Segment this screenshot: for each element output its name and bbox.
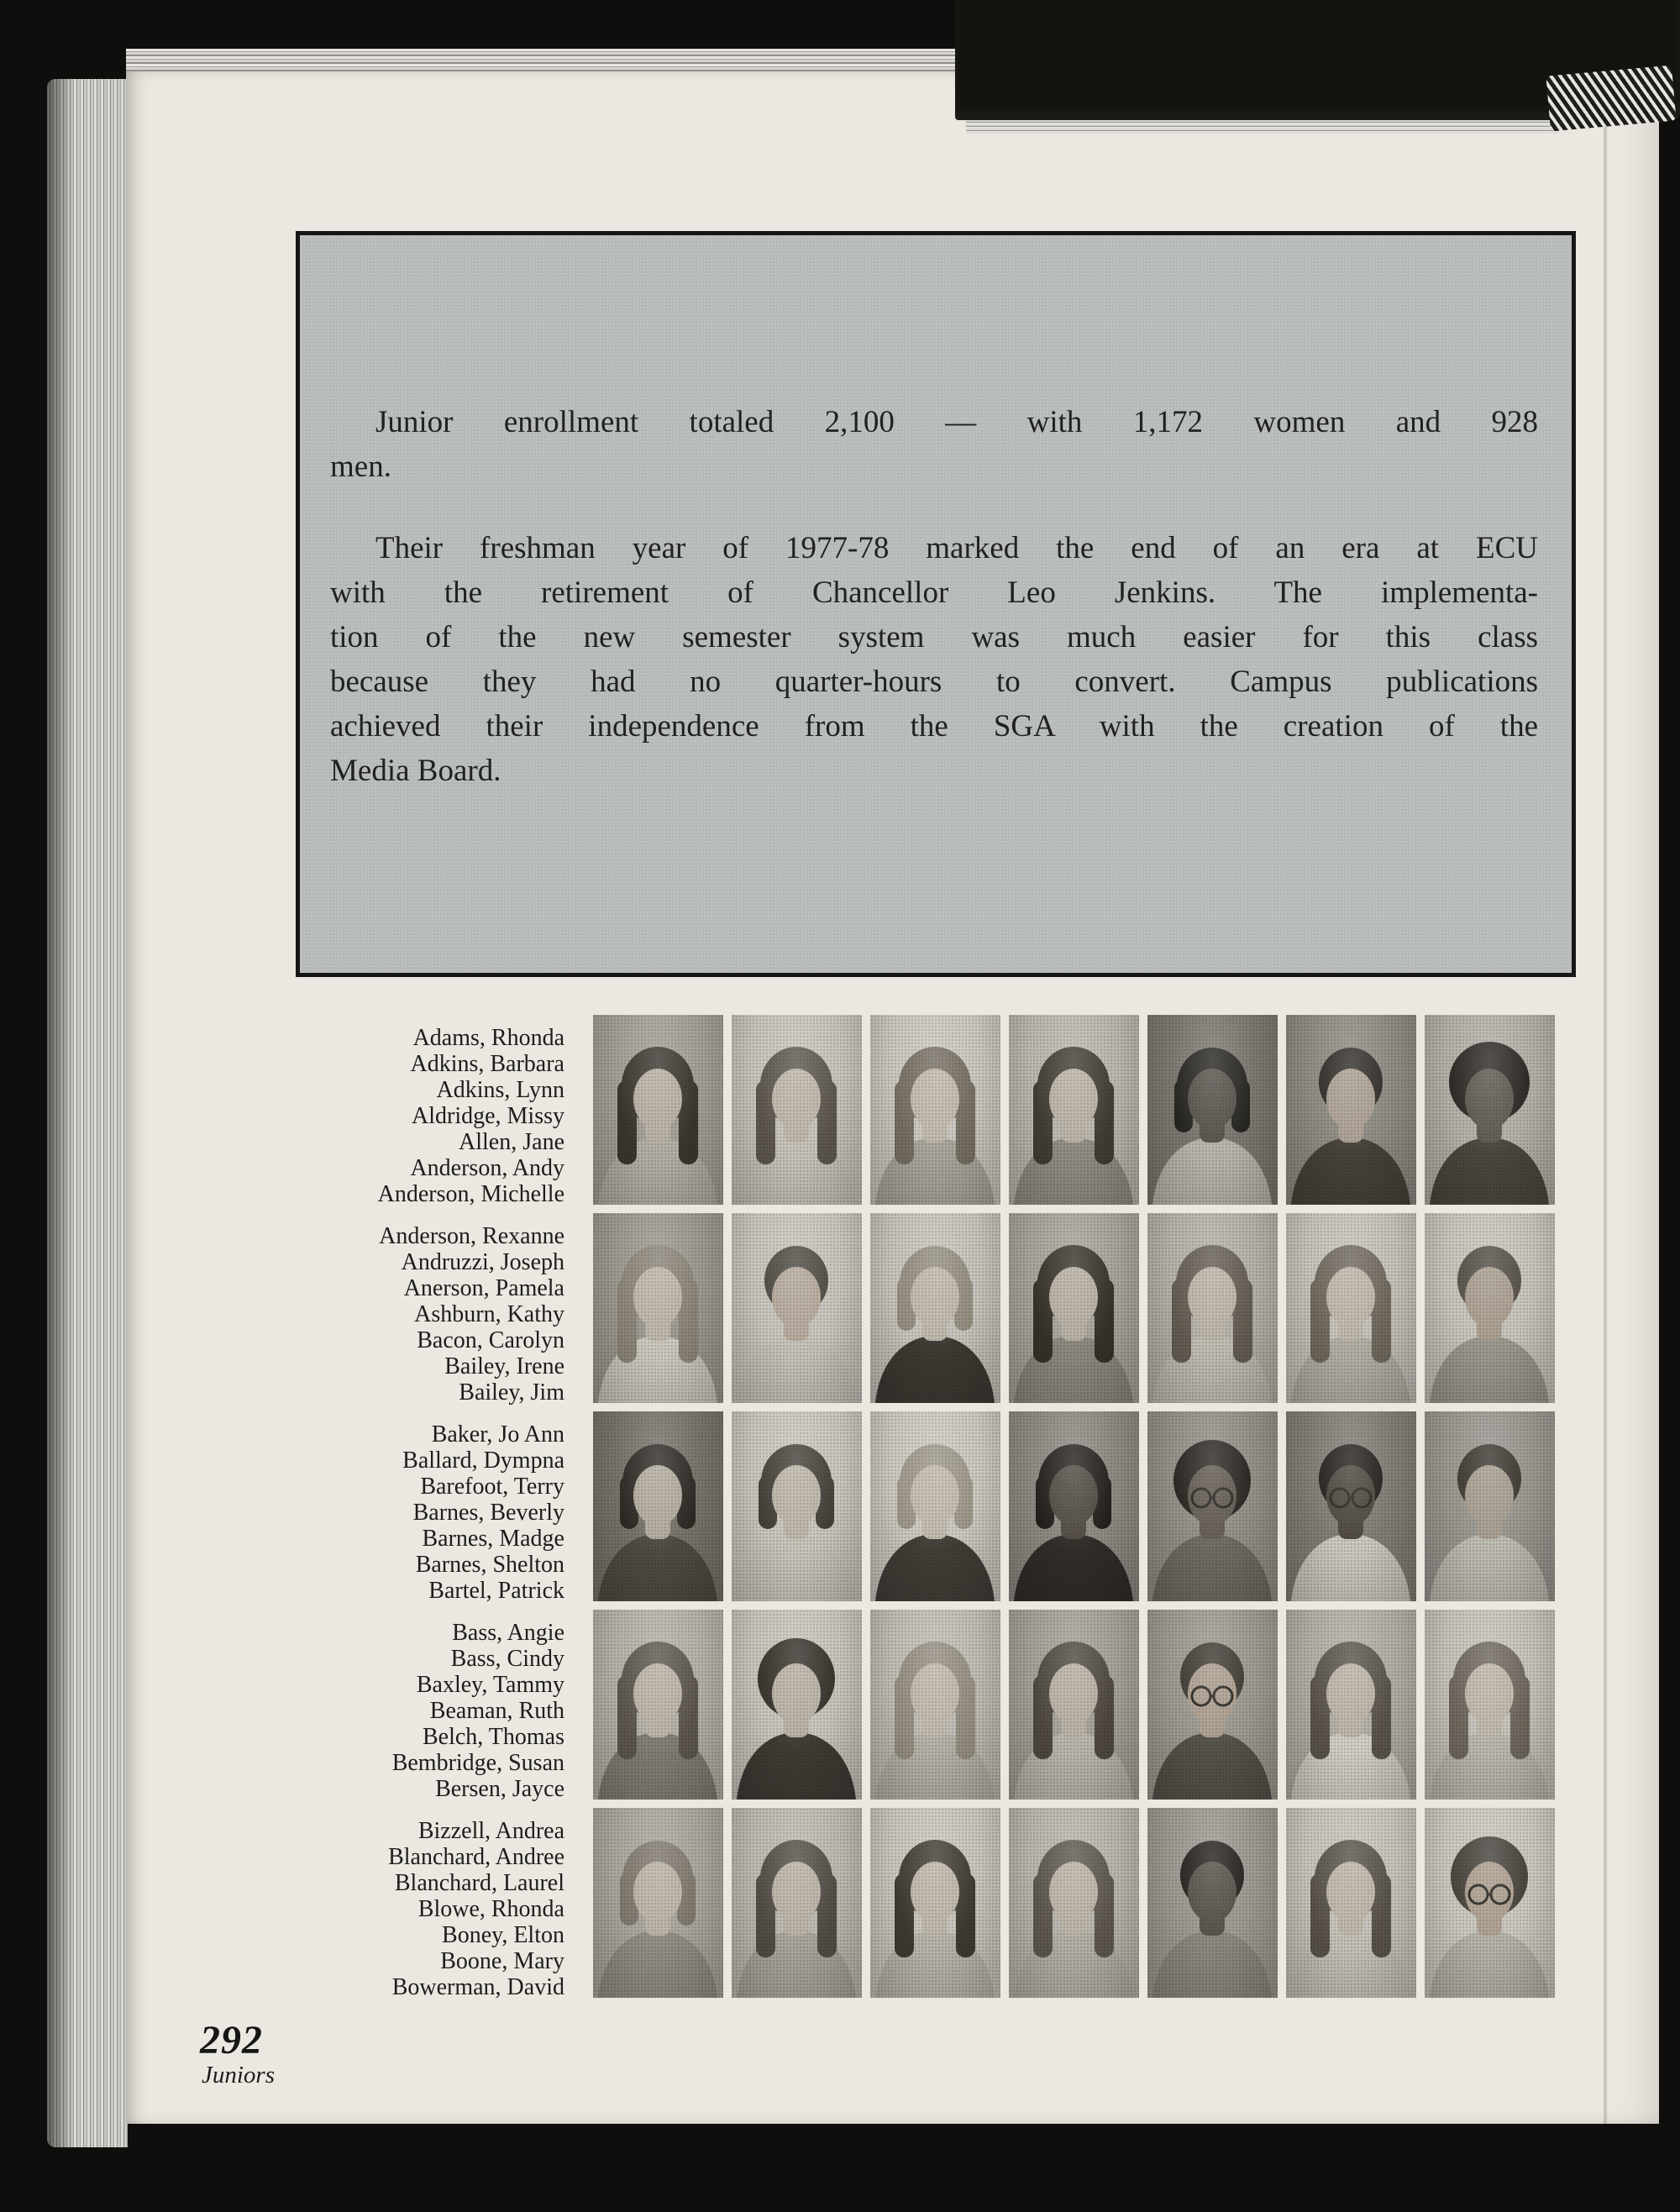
portrait-photo <box>1425 1015 1555 1205</box>
roster-name: Belch, Thomas <box>422 1724 564 1750</box>
note-line: Their freshman year of 1977-78 marked the end of an era at ECU <box>375 531 1538 565</box>
roster-name: Blanchard, Andree <box>388 1844 564 1870</box>
portrait-photo <box>593 1015 723 1205</box>
portrait-photo <box>593 1610 723 1800</box>
roster-name: Barnes, Madge <box>422 1526 564 1552</box>
photo-strip <box>593 1610 1555 1800</box>
roster-name: Bailey, Irene <box>444 1353 564 1379</box>
page-stack-edge <box>47 79 128 2147</box>
yearbook-page <box>126 71 1659 2124</box>
roster-name: Adkins, Lynn <box>436 1077 564 1103</box>
portrait-photo <box>1286 1213 1416 1403</box>
roster-name: Blowe, Rhonda <box>417 1896 564 1922</box>
portrait-photo <box>870 1015 1000 1205</box>
roster-row <box>126 1610 1563 1800</box>
portrait-photo <box>732 1808 862 1998</box>
roster-name: Anderson, Michelle <box>377 1181 564 1207</box>
roster-name: Bersen, Jayce <box>435 1776 564 1802</box>
roster-name: Aldridge, Missy <box>412 1103 564 1129</box>
roster-name: Anerson, Pamela <box>403 1275 564 1301</box>
portrait-photo <box>732 1015 862 1205</box>
note-paragraph <box>330 526 1538 793</box>
roster-name: Blanchard, Laurel <box>394 1870 564 1896</box>
roster-name: Bembridge, Susan <box>391 1750 564 1776</box>
portrait-photo <box>1286 1610 1416 1800</box>
portrait-photo <box>1147 1213 1278 1403</box>
enrollment-note-text <box>330 400 1538 793</box>
photo-strip <box>593 1411 1555 1601</box>
note-line: with the retirement of Chancellor Leo Jenkins. The implementa- <box>330 575 1538 610</box>
page-top-edge <box>126 49 966 74</box>
portrait-photo <box>870 1610 1000 1800</box>
roster-name: Anderson, Rexanne <box>379 1223 564 1249</box>
note-line: Junior enrollment totaled 2,100 — with 1,172 women and 928 <box>375 405 1538 439</box>
photo-strip <box>593 1015 1555 1205</box>
note-line: Media Board. <box>330 754 501 788</box>
roster-row <box>126 1015 1563 1205</box>
roster-name: Beaman, Ruth <box>429 1698 564 1724</box>
roster-name: Bizzell, Andrea <box>417 1818 564 1844</box>
portrait-photo <box>1009 1015 1139 1205</box>
roster-row <box>126 1808 1563 1998</box>
photo-strip <box>593 1808 1555 1998</box>
page-footer <box>200 2017 275 2089</box>
section-label: Juniors <box>202 2062 275 2089</box>
name-list <box>126 1213 564 1403</box>
portrait-photo <box>1147 1808 1278 1998</box>
roster-name: Bacon, Carolyn <box>417 1327 564 1353</box>
portrait-photo <box>1286 1808 1416 1998</box>
portrait-photo <box>732 1411 862 1601</box>
roster-name: Bailey, Jim <box>459 1379 564 1405</box>
page-crease <box>1603 71 1608 2124</box>
portrait-photo <box>1425 1213 1555 1403</box>
roster-name: Baxley, Tammy <box>416 1672 564 1698</box>
roster-name: Boone, Mary <box>440 1948 564 1974</box>
portrait-photo <box>1147 1610 1278 1800</box>
portrait-photo <box>1425 1411 1555 1601</box>
portrait-photo <box>732 1610 862 1800</box>
portrait-photo <box>1425 1610 1555 1800</box>
portrait-photo <box>1009 1610 1139 1800</box>
roster-name: Anderson, Andy <box>410 1155 564 1181</box>
photo-strip <box>593 1213 1555 1403</box>
note-paragraph <box>330 400 1538 489</box>
roster-name: Barnes, Shelton <box>415 1552 564 1578</box>
roster-name: Ballard, Dympna <box>402 1448 564 1474</box>
note-line: achieved their independence from the SGA with the creation of the <box>330 709 1538 743</box>
roster-name: Bartel, Patrick <box>428 1578 564 1604</box>
roster-name: Adkins, Barbara <box>410 1051 564 1077</box>
roster-name: Allen, Jane <box>459 1129 564 1155</box>
portrait-photo <box>870 1411 1000 1601</box>
name-list <box>126 1015 564 1205</box>
roster-name: Bowerman, David <box>391 1974 564 2000</box>
portrait-photo <box>1009 1808 1139 1998</box>
roster-name: Bass, Cindy <box>450 1646 564 1672</box>
name-list <box>126 1610 564 1800</box>
portrait-photo <box>593 1213 723 1403</box>
portrait-photo <box>1147 1411 1278 1601</box>
portrait-photo <box>1286 1015 1416 1205</box>
enrollment-note <box>296 231 1576 977</box>
name-list <box>126 1808 564 1998</box>
portrait-photo <box>1147 1015 1278 1205</box>
roster-row <box>126 1411 1563 1604</box>
portrait-photo <box>870 1213 1000 1403</box>
portrait-photo <box>593 1411 723 1601</box>
portrait-photo <box>1009 1411 1139 1601</box>
roster-name: Barefoot, Terry <box>420 1474 564 1500</box>
portrait-photo <box>732 1213 862 1403</box>
roster-row <box>126 1213 1563 1403</box>
roster-name: Boney, Elton <box>442 1922 564 1948</box>
portrait-photo <box>593 1808 723 1998</box>
roster-name: Bass, Angie <box>452 1620 564 1646</box>
roster-name: Baker, Jo Ann <box>431 1421 564 1448</box>
portrait-photo <box>1286 1411 1416 1601</box>
page-fore-edge <box>966 120 1558 134</box>
roster-name: Adams, Rhonda <box>412 1025 564 1051</box>
roster-name: Barnes, Beverly <box>412 1500 564 1526</box>
roster-name: Ashburn, Kathy <box>414 1301 564 1327</box>
note-line: men. <box>330 449 391 484</box>
book-headband <box>1546 66 1676 132</box>
note-line: because they had no quarter-hours to convert. Campus publications <box>330 665 1538 699</box>
page-number: 292 <box>200 2018 263 2062</box>
portrait-photo <box>1425 1808 1555 1998</box>
note-line: tion of the new semester system was much easier for this class <box>330 620 1538 654</box>
roster-grid <box>126 1015 1563 2006</box>
name-list <box>126 1411 564 1604</box>
roster-name: Andruzzi, Joseph <box>401 1249 564 1275</box>
portrait-photo <box>870 1808 1000 1998</box>
portrait-photo <box>1009 1213 1139 1403</box>
